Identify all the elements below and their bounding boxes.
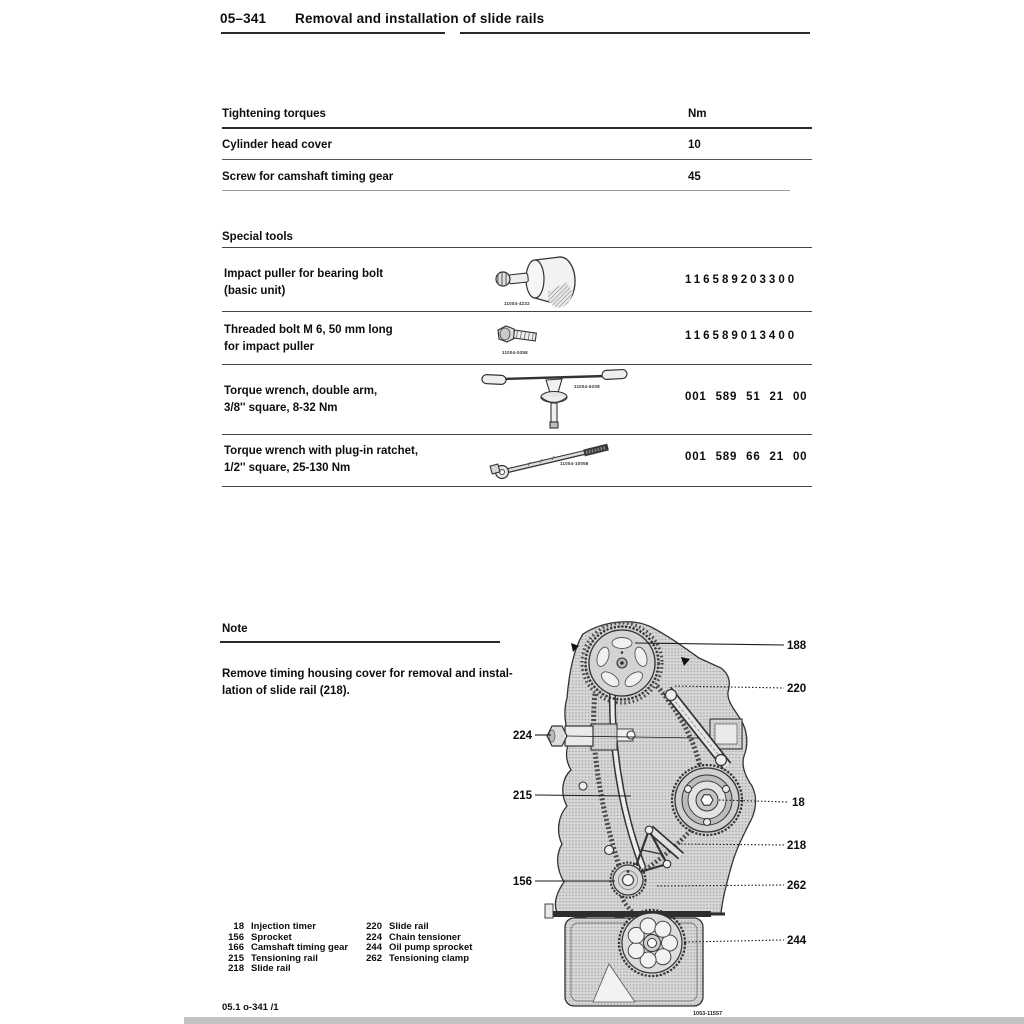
tool-desc-line2: 3/8'' square, 8-32 Nm [224,402,338,414]
tool-desc-line2: for impact puller [224,341,315,353]
torque-wrench-double-arm-icon [478,366,630,435]
tool-figure-label: 11004-6208 [574,384,600,389]
torque-row-item: Screw for camshaft timing gear [222,171,394,183]
torque-row-value: 45 [688,171,701,183]
figure-number: 1053-11557 [693,1011,723,1017]
tool-desc-line2: (basic unit) [224,285,286,297]
legend-item: 215 Tensioning rail [228,952,318,964]
tool-desc-line1: Torque wrench, double arm, [224,385,378,397]
tool-figure-label: 11004-5358 [502,350,528,355]
legend-item: 18 Injection timer [233,921,316,932]
tools-rule-1 [222,311,812,312]
callout-188: 188 [787,640,807,652]
section-code: 05–341 [220,11,267,26]
legend-column-1 [222,922,358,975]
torque-rule-mid [222,159,812,160]
legend-column-2 [360,922,490,964]
header-rule-right [460,32,810,34]
page-code: 05.1 o-341 /1 [222,1002,279,1013]
legend-item: 166 Camshaft timing gear [228,942,349,953]
legend-item: 218 Slide rail [228,963,291,974]
callout-156: 156 [512,876,532,888]
legend-item: 220 Slide rail [366,921,429,932]
legend-item: 156 Sprocket [228,931,292,943]
tool-part-number: 001 589 66 21 00 [685,451,808,463]
callout-262: 262 [787,880,807,892]
callout-220: 220 [787,683,807,695]
tool-part-number: 001 589 51 21 00 [685,391,808,403]
page-title: Removal and installation of slide rails [295,11,545,26]
tool-figure-label: 11004-10058 [560,461,589,466]
torque-row-value: 10 [688,139,701,151]
tools-rule-2 [222,364,812,365]
tool-desc-line1: Threaded bolt M 6, 50 mm long [224,324,393,336]
header-rule-left [221,32,445,34]
tool-part-number: 116589203300 [685,274,798,286]
note-line2: lation of slide rail (218). [222,685,350,697]
tools-rule-0 [222,247,812,248]
callout-218: 218 [787,840,807,852]
torque-row-item: Cylinder head cover [222,139,332,151]
threaded-bolt-icon [490,318,554,365]
legend-item: 262 Tensioning clamp [366,952,470,964]
tool-desc-line1: Torque wrench with plug-in ratchet, [224,445,419,457]
torque-table-unit: Nm [688,108,707,120]
callout-215: 215 [512,790,532,802]
legend-item: 244 Oil pump sprocket [366,942,473,953]
tool-part-number: 116589013400 [685,330,798,342]
legend-item: 224 Chain tensioner [366,931,461,943]
callout-244: 244 [787,935,807,947]
scan-edge-bar [184,1017,1024,1024]
note-rule [220,641,500,643]
torque-table-title: Tightening torques [222,108,326,120]
timing-case-diagram [495,616,820,1024]
tool-figure-label: 11004-4232 [504,301,530,306]
tools-rule-4 [222,486,812,487]
tool-desc-line2: 1/2'' square, 25-130 Nm [224,462,351,474]
tools-rule-3 [222,434,812,435]
note-line1: Remove timing housing cover for removal and instal- [222,668,513,680]
torque-rule-bottom [222,190,790,191]
callout-18: 18 [792,797,805,809]
torque-rule-top [222,127,812,129]
note-title: Note [222,623,248,635]
impact-puller-icon [478,252,610,315]
torque-wrench-ratchet-icon [488,437,620,488]
callout-224: 224 [512,730,532,742]
tool-desc-line1: Impact puller for bearing bolt [224,268,384,280]
note-paragraph [222,666,513,700]
special-tools-title: Special tools [222,231,293,243]
